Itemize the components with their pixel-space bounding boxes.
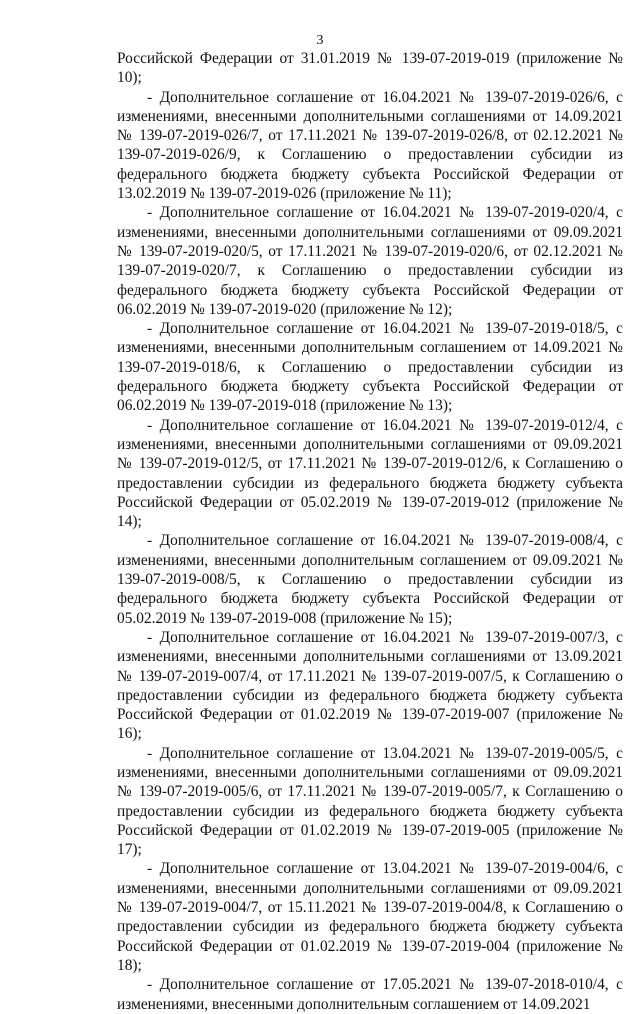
paragraph-continuation: Российской Федерации от 31.01.2019 № 139-07-2019-019 (приложение № 10); — [117, 50, 623, 87]
paragraph-agreement-020: - Дополнительное соглашение от 16.04.2021 № 139-07-2019-020/4, с изменениями, внесенными дополнительными соглашениями от 09.09.2021 № 139-07-2019-020/5, от 17.11.2021 № 139-07-2019-020/6, от 02.12.2021 № 139-07-2019-020/7, к Соглашению о предоставлении субсидии из федерального бюджета бюджету субъекта Российской Федерации от 06.02.2019 № 139-07-2019-020 (приложение № 12); — [117, 204, 623, 318]
document-body — [117, 49, 623, 1014]
paragraph-agreement-026: - Дополнительное соглашение от 16.04.2021 № 139-07-2019-026/6, с изменениями, внесенными дополнительными соглашениями от 14.09.2021 № 139-07-2019-026/7, от 17.11.2021 № 139-07-2019-026/8, от 02.12.2021 № 139-07-2019-026/9, к Соглашению о предоставлении субсидии из федерального бюджета бюджету субъекта Российской Федерации от 13.02.2019 № 139-07-2019-026 (приложение № 11); — [117, 88, 623, 203]
paragraph-agreement-2018-010: - Дополнительное соглашение от 17.05.2021 № 139-07-2018-010/4, с изменениями, внесенными дополнительным соглашением от 14.09.2021 — [117, 976, 623, 1013]
paragraph-agreement-004: - Дополнительное соглашение от 13.04.2021 № 139-07-2019-004/6, с изменениями, внесенными дополнительными соглашениями от 09.09.2021 № 139-07-2019-004/7, от 15.11.2021 № 139-07-2019-004/8, к Соглашению о предоставлении субсидии из федерального бюджета бюджету субъекта Российской Федерации от 01.02.2019 № 139-07-2019-004 (приложение № 18); — [117, 860, 623, 974]
paragraph-agreement-008: - Дополнительное соглашение от 16.04.2021 № 139-07-2019-008/4, с изменениями, внесенными дополнительным соглашением от 09.09.2021 № 139-07-2019-008/5, к Соглашению о предоставлении субсидии из федерального бюджета бюджету субъекта Российской Федерации от 05.02.2019 № 139-07-2019-008 (приложение № 15); — [117, 532, 623, 627]
paragraph-agreement-018: - Дополнительное соглашение от 16.04.2021 № 139-07-2019-018/5, с изменениями, внесенными дополнительным соглашением от 14.09.2021 № 139-07-2019-018/6, к Соглашению о предоставлении субсидии из федерального бюджета бюджету субъекта Российской Федерации от 06.02.2019 № 139-07-2019-018 (приложение № 13); — [117, 320, 623, 415]
paragraph-agreement-007: - Дополнительное соглашение от 16.04.2021 № 139-07-2019-007/3, с изменениями, внесенными дополнительными соглашениями от 13.09.2021 № 139-07-2019-007/4, от 17.11.2021 № 139-07-2019-007/5, к Соглашению о предоставлении субсидии из федерального бюджета бюджету субъекта Российской Федерации от 01.02.2019 № 139-07-2019-007 (приложение № 16); — [117, 628, 623, 743]
paragraph-agreement-012: - Дополнительное соглашение от 16.04.2021 № 139-07-2019-012/4, с изменениями, внесенными дополнительными соглашениями от 09.09.2021 № 139-07-2019-012/5, от 17.11.2021 № 139-07-2019-012/6, к Соглашению о предоставлении субсидии из федерального бюджета бюджету субъекта Российской Федерации от 05.02.2019 № 139-07-2019-012 (приложение № 14); — [117, 416, 623, 531]
page-number: 3 — [316, 33, 324, 48]
paragraph-agreement-005: - Дополнительное соглашение от 13.04.2021 № 139-07-2019-005/5, с изменениями, внесенными дополнительными соглашениями от 09.09.2021 № 139-07-2019-005/6, от 17.11.2021 № 139-07-2019-005/7, к Соглашению о предоставлении субсидии из федерального бюджета бюджету субъекта Российской Федерации от 01.02.2019 № 139-07-2019-005 (приложение № 17); — [117, 744, 623, 859]
